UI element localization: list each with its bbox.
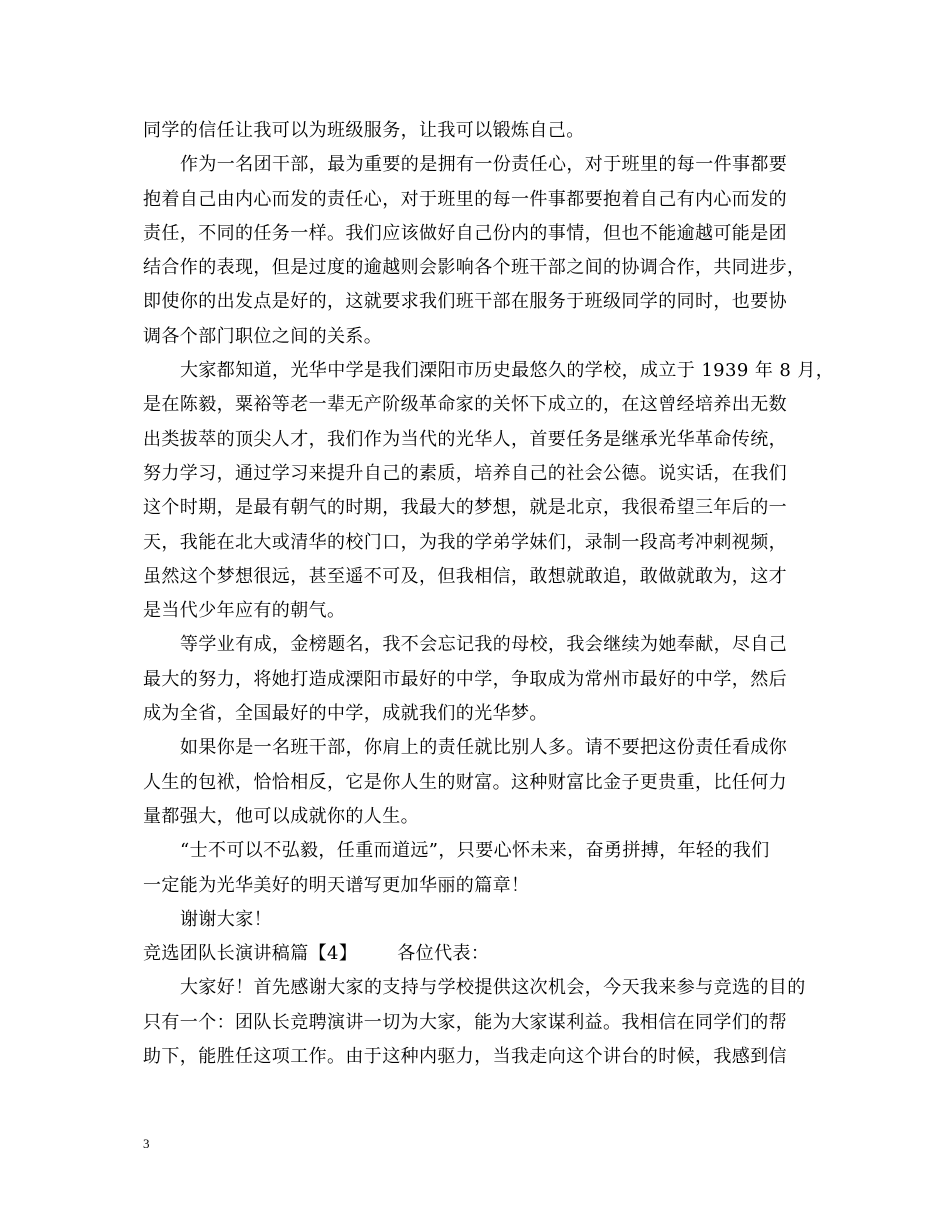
- page-number: 3: [143, 1136, 150, 1151]
- text-line: 成为全省，全国最好的中学，成就我们的光华梦。: [143, 703, 548, 725]
- paragraph-start-line: 如果你是一名班干部，你肩上的责任就比别人多。请不要把这份责任看成你: [180, 737, 788, 759]
- paragraph-start-line: 作为一名团干部，最为重要的是拥有一份责任心，对于班里的每一件事都要: [180, 154, 788, 176]
- paragraph-start-line: 大家都知道，光华中学是我们溧阳市历史最悠久的学校，成立于 1939 年 8 月，: [180, 360, 835, 382]
- text-line: 是在陈毅，粟裕等老一辈无产阶级革命家的关怀下成立的，在这曾经培养出无数: [143, 394, 787, 416]
- quote-line: “士不可以不弘毅，任重而道远”，只要心怀未来，奋勇拼搏，年轻的我们: [180, 840, 770, 862]
- text-line: 调各个部门职位之间的关系。: [143, 325, 383, 347]
- text-line: 即使你的出发点是好的，这就要求我们班干部在服务于班级同学的同时，也要协: [143, 291, 787, 313]
- section-heading-line: [143, 937, 823, 971]
- text-line: 助下，能胜任这项工作。由于这种内驱力，当我走向这个讲台的时候，我感到信: [143, 1046, 787, 1068]
- paragraph-start-line: 等学业有成，金榜题名，我不会忘记我的母校，我会继续为她奉献，尽自己: [180, 634, 788, 656]
- text-line: 是当代少年应有的朝气。: [143, 600, 346, 622]
- text-line: 一定能为光华美好的明天谱写更加华丽的篇章！: [143, 874, 530, 896]
- salutation: 各位代表：: [397, 943, 490, 965]
- text-line: 努力学习，通过学习来提升自己的素质，培养自己的社会公德。说实话，在我们: [143, 462, 787, 484]
- text-line: 只有一个：团队长竞聘演讲一切为大家，能为大家谋利益。我相信在同学们的帮: [143, 1011, 787, 1033]
- paragraph-start-line: 大家好！首先感谢大家的支持与学校提供这次机会，今天我来参与竞选的目的: [180, 977, 806, 999]
- text-line: 抱着自己由内心而发的责任心，对于班里的每一件事都要抱着自己有内心而发的: [143, 188, 787, 210]
- text-line: 量都强大，他可以成就你的人生。: [143, 805, 419, 827]
- text-line: 人生的包袱，恰恰相反，它是你人生的财富。这种财富比金子更贵重，比任何力: [143, 771, 787, 793]
- text-line: 这个时期，是最有朝气的时期，我最大的梦想，就是北京，我很希望三年后的一: [143, 497, 787, 519]
- text-line: 虽然这个梦想很远，甚至遥不可及，但我相信，敢想就敢追，敢做就敢为，这才: [143, 565, 787, 587]
- text-line: 责任，不同的任务一样。我们应该做好自己份内的事情，但也不能逾越可能是团: [143, 222, 787, 244]
- text-line: 结合作的表现，但是过度的逾越则会影响各个班干部之间的协调合作，共同进步，: [143, 257, 806, 279]
- text-line: 出类拔萃的顶尖人才，我们作为当代的光华人，首要任务是继承光华革命传统，: [143, 428, 787, 450]
- section-heading: 竞选团队长演讲稿篇【4】: [143, 943, 358, 965]
- text-line: 天，我能在北大或清华的校门口，为我的学弟学妹们，录制一段高考冲刺视频，: [143, 531, 787, 553]
- closing-line: 谢谢大家！: [180, 908, 272, 930]
- text-line: 最大的努力，将她打造成溧阳市最好的中学，争取成为常州市最好的中学，然后: [143, 668, 787, 690]
- text-line: 同学的信任让我可以为班级服务，让我可以锻炼自己。: [143, 120, 585, 141]
- document-body: [143, 114, 835, 1074]
